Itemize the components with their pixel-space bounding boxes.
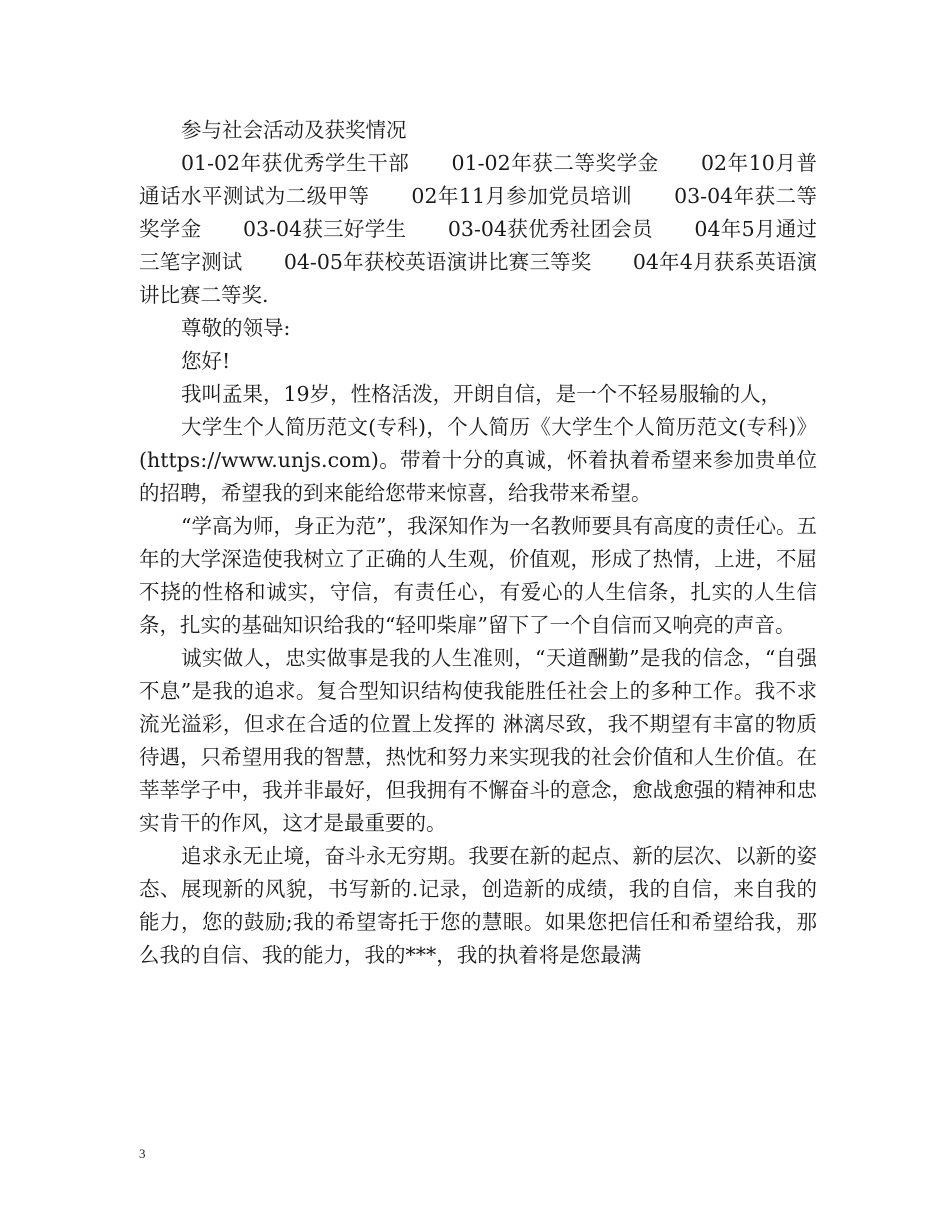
document-body: [139, 114, 817, 972]
awards-list-paragraph: 01-02年获优秀学生干部 01-02年获二等奖学金 02年10月普通话水平测试为二级甲等 02年11月参加党员培训 03-04年获二等奖学金 03-04获三好学生 03-04获优秀社团会员 04年5月通过三笔字测试 04-05年获校英语演讲比赛三等奖 04年4月获系英语演讲比赛二等奖.: [139, 151, 817, 307]
teaching-responsibility-paragraph: “学高为师，身正为范”，我深知作为一名教师要具有高度的责任心。五年的大学深造使我树立了正确的人生观，价值观，形成了热情，上进，不屈不挠的性格和诚实，守信，有责任心，有爱心的人生信条，扎实的人生信条，扎实的基础知识给我的“轻叩柴扉”留下了一个自信而又响亮的声音。: [139, 514, 817, 637]
application-paragraph: 大学生个人简历范文(专科)，个人简历《大学生个人简历范文(专科)》(https://www.unjs.com)。带着十分的真诚，怀着执着希望来参加贵单位的招聘，希望我的到来能给您带来惊喜，给我带来希望。: [139, 415, 817, 505]
greeting: 您好!: [181, 349, 231, 373]
pursuit-paragraph: 追求永无止境，奋斗永无穷期。我要在新的起点、新的层次、以新的姿态、展现新的风貌，书写新的.记录，创造新的成绩，我的自信，来自我的能力，您的鼓励;我的希望寄托于您的慧眼。如果您把信任和希望给我，那么我的自信、我的能力，我的***，我的执着将是您最满: [139, 844, 817, 967]
page-number: 3: [139, 1146, 146, 1161]
integrity-paragraph: 诚实做人，忠实做事是我的人生准则，“天道酬勤”是我的信念，“自强不息”是我的追求。复合型知识结构使我能胜任社会上的多种工作。我不求流光溢彩，但求在合适的位置上发挥的 淋漓尽致，我不期望有丰富的物质待遇，只希望用我的智慧，热忱和努力来实现我的社会价值和人生价值。在莘莘学子中，我并非最好，但我拥有不懈奋斗的意念，愈战愈强的精神和忠实肯干的作风，这才是最重要的。: [139, 646, 817, 835]
section-heading-activities-awards: 参与社会活动及获奖情况: [181, 118, 407, 142]
intro-paragraph: 我叫孟果，19岁，性格活泼，开朗自信，是一个不轻易服输的人，: [181, 382, 782, 406]
salutation: 尊敬的领导:: [181, 316, 291, 340]
